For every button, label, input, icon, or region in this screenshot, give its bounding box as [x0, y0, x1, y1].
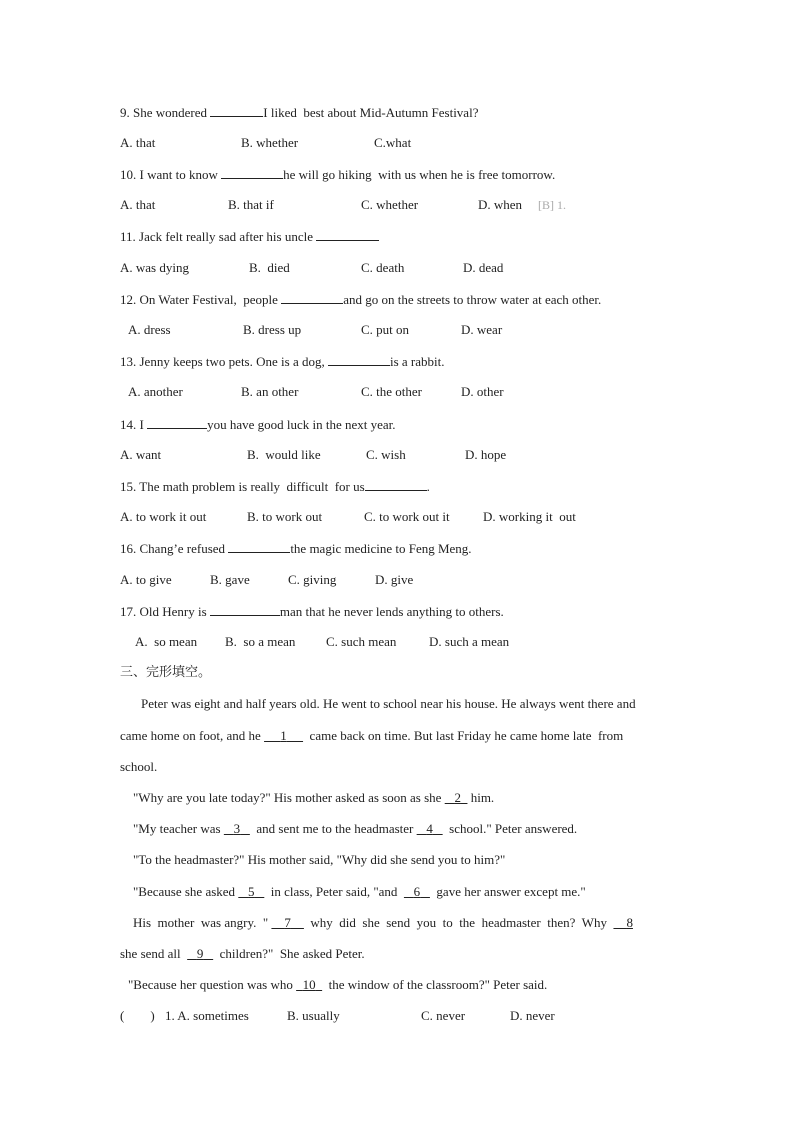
option-b: B. an other [241, 384, 299, 399]
option-c: C. never [421, 1008, 466, 1023]
q12-stem: 12. On Water Festival, people [120, 292, 282, 307]
option-b: B. whether [241, 135, 299, 150]
option-b: B. that if [228, 197, 274, 212]
passage-text: came back on time. But last Friday he came home late from [303, 728, 624, 743]
answer-blank[interactable] [316, 228, 379, 241]
option-c: C. giving [288, 572, 337, 587]
passage-text: school." Peter answered. [442, 821, 578, 836]
option-c: C. death [361, 260, 405, 275]
option-d: D. wear [461, 322, 503, 337]
watermark-mark: [B] 1. [538, 198, 566, 212]
passage-line: "To the headmaster?" His mother said, "Why did she send you to him?" [133, 852, 506, 867]
q10-stem: 10. I want to know [120, 167, 222, 182]
answer-blank[interactable] [210, 104, 263, 117]
blank-number: 1 [280, 728, 287, 743]
option-b: B. so a mean [225, 634, 296, 649]
passage-line [133, 915, 633, 931]
question-16 [120, 540, 472, 557]
blank-number: 2 [454, 790, 461, 805]
question-11 [120, 228, 379, 245]
passage-line [133, 821, 577, 837]
cloze-blank-7[interactable] [271, 915, 304, 930]
passage-text: him. [467, 790, 495, 805]
option-b: B. dress up [243, 322, 302, 337]
option-d: D. when [478, 197, 523, 212]
passage-line [133, 790, 494, 806]
passage-text: and sent me to the headmaster [249, 821, 417, 836]
blank-number: 5 [248, 884, 255, 899]
option-a: A. dress [128, 322, 171, 337]
question-10 [120, 166, 555, 183]
option-a: A. another [128, 384, 183, 399]
option-d: D. give [375, 572, 414, 587]
question-13 [120, 353, 444, 370]
option-a: A. that [120, 197, 156, 212]
blank-number: 7 [284, 915, 291, 930]
passage-text: the window of the classroom?" Peter said. [322, 977, 548, 992]
answer-blank[interactable] [228, 540, 290, 553]
cloze-blank-2[interactable] [445, 790, 468, 805]
answer-blank[interactable] [281, 291, 343, 304]
option-a: A. was dying [120, 260, 189, 275]
option-d: D. never [510, 1008, 555, 1023]
passage-line [133, 884, 586, 900]
q9-stem-end: I liked best about Mid-Autumn Festival? [263, 105, 479, 120]
q13-stem: 13. Jenny keeps two pets. One is a dog, [120, 354, 328, 369]
question-12 [120, 291, 601, 308]
q11-stem: 11. Jack felt really sad after his uncle [120, 229, 317, 244]
answer-blank[interactable] [210, 603, 280, 616]
option-c: C.what [374, 135, 412, 150]
passage-text: why did she send you to the headmaster then? Why [303, 915, 614, 930]
option-b: B. would like [247, 447, 321, 462]
option-a: A. so mean [135, 634, 198, 649]
q9-stem: 9. She wondered [120, 105, 211, 120]
q17-stem: 17. Old Henry is [120, 604, 210, 619]
cloze-blank-4[interactable] [417, 821, 443, 836]
option-d: D. such a mean [429, 634, 510, 649]
option-d: D. hope [465, 447, 507, 462]
passage-text: she send all [120, 946, 188, 961]
passage-text: His mother was angry. " [133, 915, 272, 930]
passage-text: in class, Peter said, "and [264, 884, 404, 899]
passage-text: children?" She asked Peter. [213, 946, 365, 961]
option-a: A. want [120, 447, 162, 462]
q14-stem: 14. I [120, 417, 148, 432]
blank-number: 3 [233, 821, 241, 836]
passage-line [128, 977, 547, 993]
answer-blank[interactable] [365, 478, 427, 491]
passage-text: gave her answer except me." [429, 884, 586, 899]
question-9 [120, 104, 478, 121]
cloze-blank-1[interactable] [264, 728, 303, 743]
question-17 [120, 603, 504, 620]
option-b: B. usually [287, 1008, 340, 1023]
passage-text: "Why are you late today?" His mother asked as soon as she [133, 790, 445, 805]
option-a: 1. A. sometimes [165, 1008, 249, 1023]
option-b: B. gave [210, 572, 250, 587]
q17-stem-end: man that he never lends anything to others. [279, 604, 504, 619]
option-d: D. dead [463, 260, 504, 275]
option-d: D. other [461, 384, 504, 399]
blank-number: 6 [413, 884, 421, 899]
option-a: A. to give [120, 572, 172, 587]
passage-line [120, 728, 623, 744]
option-c: C. whether [361, 197, 419, 212]
blank-number: 9 [196, 946, 204, 961]
q14-stem-end: you have good luck in the next year. [207, 417, 396, 432]
question-15 [120, 478, 430, 495]
passage-text: "My teacher was [133, 821, 224, 836]
blank-number: 8 [626, 915, 633, 930]
q12-stem-end: and go on the streets to throw water at each other. [343, 292, 602, 307]
passage-text: came home on foot, and he [120, 728, 265, 743]
passage-text: "Because her question was who [128, 977, 297, 992]
answer-parentheses[interactable]: ( ) [120, 1008, 155, 1023]
q15-stem: 15. The math problem is really difficult for us [120, 479, 365, 494]
answer-blank[interactable] [328, 353, 390, 366]
option-a: A. to work it out [120, 509, 207, 524]
q10-stem-end: he will go hiking with us when he is free tomorrow. [283, 167, 556, 182]
cloze-blank-3[interactable] [224, 821, 250, 836]
section-heading: 三、完形填空。 [120, 665, 212, 680]
option-c: C. the other [361, 384, 423, 399]
q13-stem-end: is a rabbit. [389, 354, 445, 369]
cloze-blank-9[interactable] [187, 946, 213, 961]
cloze-blank-5[interactable] [238, 884, 264, 899]
passage-line: Peter was eight and half years old. He went to school near his house. He always went there and [141, 696, 636, 711]
q16-stem-end: the magic medicine to Feng Meng. [290, 541, 472, 556]
option-a: A. that [120, 135, 156, 150]
cloze-blank-10[interactable] [296, 977, 322, 992]
option-b: B. to work out [247, 509, 323, 524]
option-c: C. to work out it [364, 509, 450, 524]
answer-blank[interactable] [147, 416, 207, 429]
answer-blank[interactable] [221, 166, 283, 179]
q16-stem: 16. Chang’e refused [120, 541, 229, 556]
passage-line [120, 946, 365, 962]
option-c: C. such mean [326, 634, 397, 649]
passage-text: "Because she asked [133, 884, 239, 899]
option-b: B. died [249, 260, 290, 275]
q15-stem-end: . [426, 479, 430, 494]
cloze-blank-6[interactable] [404, 884, 430, 899]
option-c: C. wish [366, 447, 406, 462]
cloze-blank-8[interactable] [613, 915, 633, 930]
option-d: D. working it out [483, 509, 576, 524]
option-c: C. put on [361, 322, 410, 337]
passage-line: school. [120, 759, 158, 774]
blank-number: 4 [426, 821, 433, 836]
blank-number: 10 [302, 977, 316, 992]
question-14 [120, 416, 396, 433]
